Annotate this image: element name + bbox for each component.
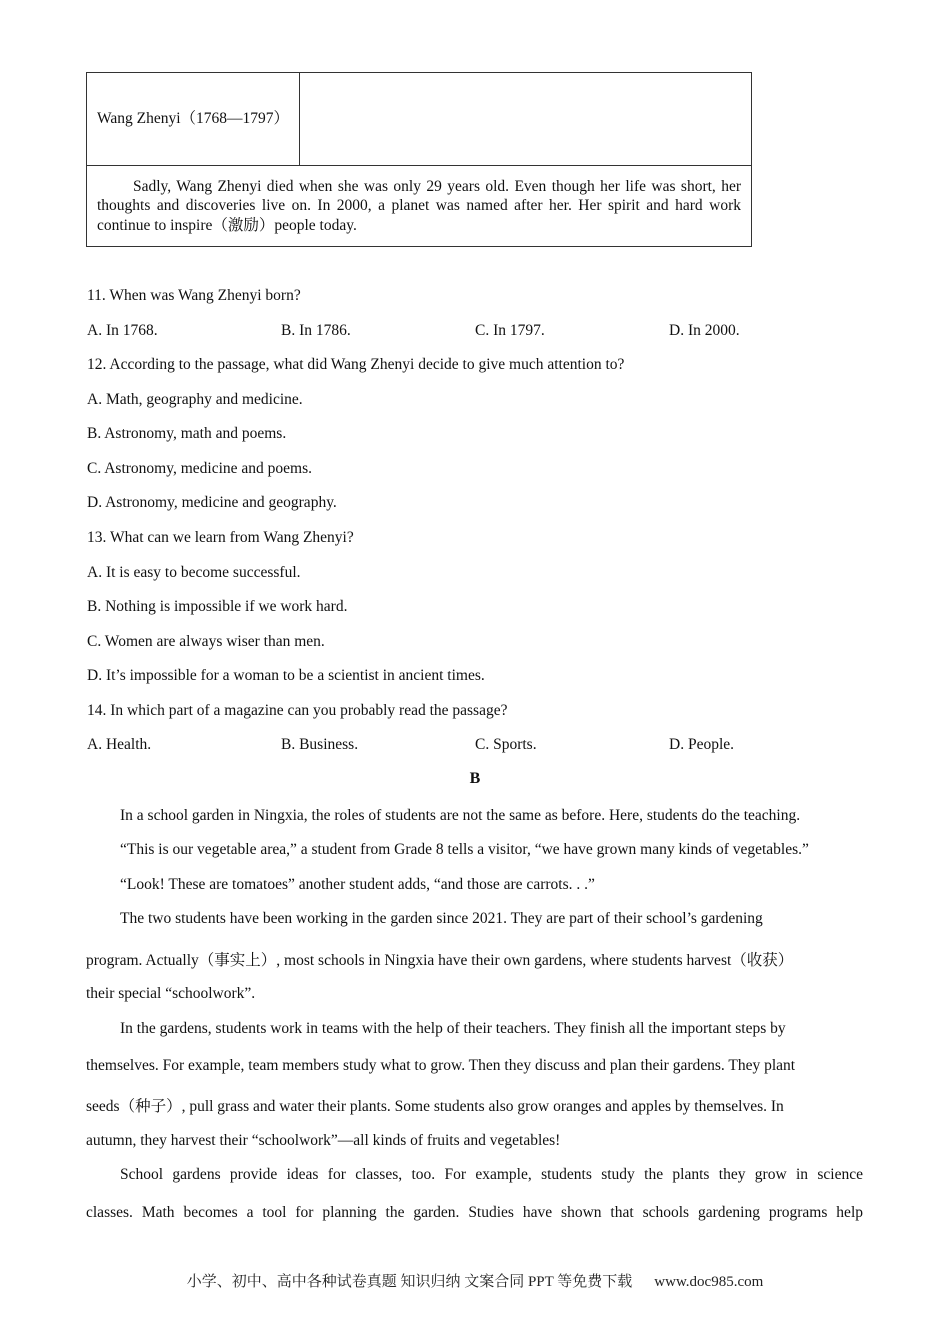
passage-paragraph-3: “Look! These are tomatoes” another student adds, “and those are carrots. . .” bbox=[120, 876, 595, 893]
question-12-stem: 12. According to the passage, what did Wang Zhenyi decide to give much attention to? bbox=[87, 356, 625, 373]
question-14-option-d: D. People. bbox=[669, 736, 735, 753]
question-12-option-b: B. Astronomy, math and poems. bbox=[87, 425, 287, 442]
section-heading: B bbox=[469, 770, 481, 787]
footer-text: 小学、初中、高中各种试卷真题 知识归纳 文案合同 PPT 等免费下载 bbox=[186, 1274, 633, 1290]
biography-table bbox=[86, 72, 752, 247]
question-12-option-c: C. Astronomy, medicine and poems. bbox=[87, 460, 313, 477]
passage-paragraph-5-line-2: themselves. For example, team members study what to grow. Then they discuss and plan their gardens. They plant bbox=[86, 1057, 796, 1074]
passage-paragraph-6-line-1-wrap bbox=[86, 1166, 863, 1184]
passage-paragraph-5-line-3: seeds（种子）, pull grass and water their plants. Some students also grow oranges and apples by themselves. In bbox=[86, 1098, 784, 1115]
question-13-stem: 13. What can we learn from Wang Zhenyi? bbox=[87, 529, 354, 546]
summary-text: Sadly, Wang Zhenyi died when she was only 29 years old. Even though her life was short, her thoughts and discoveries live on. In 2000, a planet was named after her. Her spirit and hard work continue to inspire（激励）people today. bbox=[97, 177, 741, 234]
question-11-stem: 11. When was Wang Zhenyi born? bbox=[87, 287, 301, 304]
question-11-option-b: B. In 1786. bbox=[281, 322, 351, 339]
passage-paragraph-4-line-3: their special “schoolwork”. bbox=[86, 985, 256, 1002]
question-13-option-a: A. It is easy to become successful. bbox=[87, 564, 301, 581]
question-13-option-d: D. It’s impossible for a woman to be a scientist in ancient times. bbox=[87, 667, 485, 684]
name-cell: Wang Zhenyi（1768—1797） bbox=[87, 73, 300, 166]
question-12-option-d: D. Astronomy, medicine and geography. bbox=[87, 494, 337, 511]
passage-paragraph-6-line-1: School gardens provide ideas for classes, too. For example, students study the plants they grow in science bbox=[120, 1166, 863, 1183]
passage-paragraph-4-line-2: program. Actually（事实上）, most schools in Ningxia have their own gardens, where students harvest（收获） bbox=[86, 952, 794, 969]
passage-paragraph-5-line-1: In the gardens, students work in teams with the help of their teachers. They finish all the important steps by bbox=[120, 1020, 786, 1037]
question-13-option-b: B. Nothing is impossible if we work hard. bbox=[87, 598, 348, 615]
question-11-option-c: C. In 1797. bbox=[475, 322, 545, 339]
question-14-option-a: A. Health. bbox=[87, 736, 152, 753]
question-14-option-c: C. Sports. bbox=[475, 736, 537, 753]
passage-paragraph-4-line-1: The two students have been working in the garden since 2021. They are part of their school’s gardening bbox=[120, 910, 763, 927]
passage-paragraph-6-line-2-wrap bbox=[86, 1204, 863, 1222]
question-11-option-a: A. In 1768. bbox=[87, 322, 158, 339]
passage-paragraph-2: “This is our vegetable area,” a student from Grade 8 tells a visitor, “we have grown many kinds of vegetables.” bbox=[120, 841, 809, 858]
question-12-option-a: A. Math, geography and medicine. bbox=[87, 391, 303, 408]
question-11-option-d: D. In 2000. bbox=[669, 322, 740, 339]
question-14-stem: 14. In which part of a magazine can you probably read the passage? bbox=[87, 702, 508, 719]
question-14-option-b: B. Business. bbox=[281, 736, 359, 753]
page-footer bbox=[0, 1270, 950, 1291]
blank-cell bbox=[300, 73, 752, 166]
footer-url[interactable]: www.doc985.com bbox=[654, 1274, 764, 1290]
passage-paragraph-6-line-2: classes. Math becomes a tool for planning the garden. Studies have shown that schools gardening programs help bbox=[86, 1204, 863, 1221]
question-13-option-c: C. Women are always wiser than men. bbox=[87, 633, 325, 650]
passage-paragraph-1: In a school garden in Ningxia, the roles of students are not the same as before. Here, students do the teaching. bbox=[120, 807, 801, 824]
summary-cell bbox=[87, 166, 752, 247]
passage-paragraph-5-line-4: autumn, they harvest their “schoolwork”—all kinds of fruits and vegetables! bbox=[86, 1132, 561, 1149]
